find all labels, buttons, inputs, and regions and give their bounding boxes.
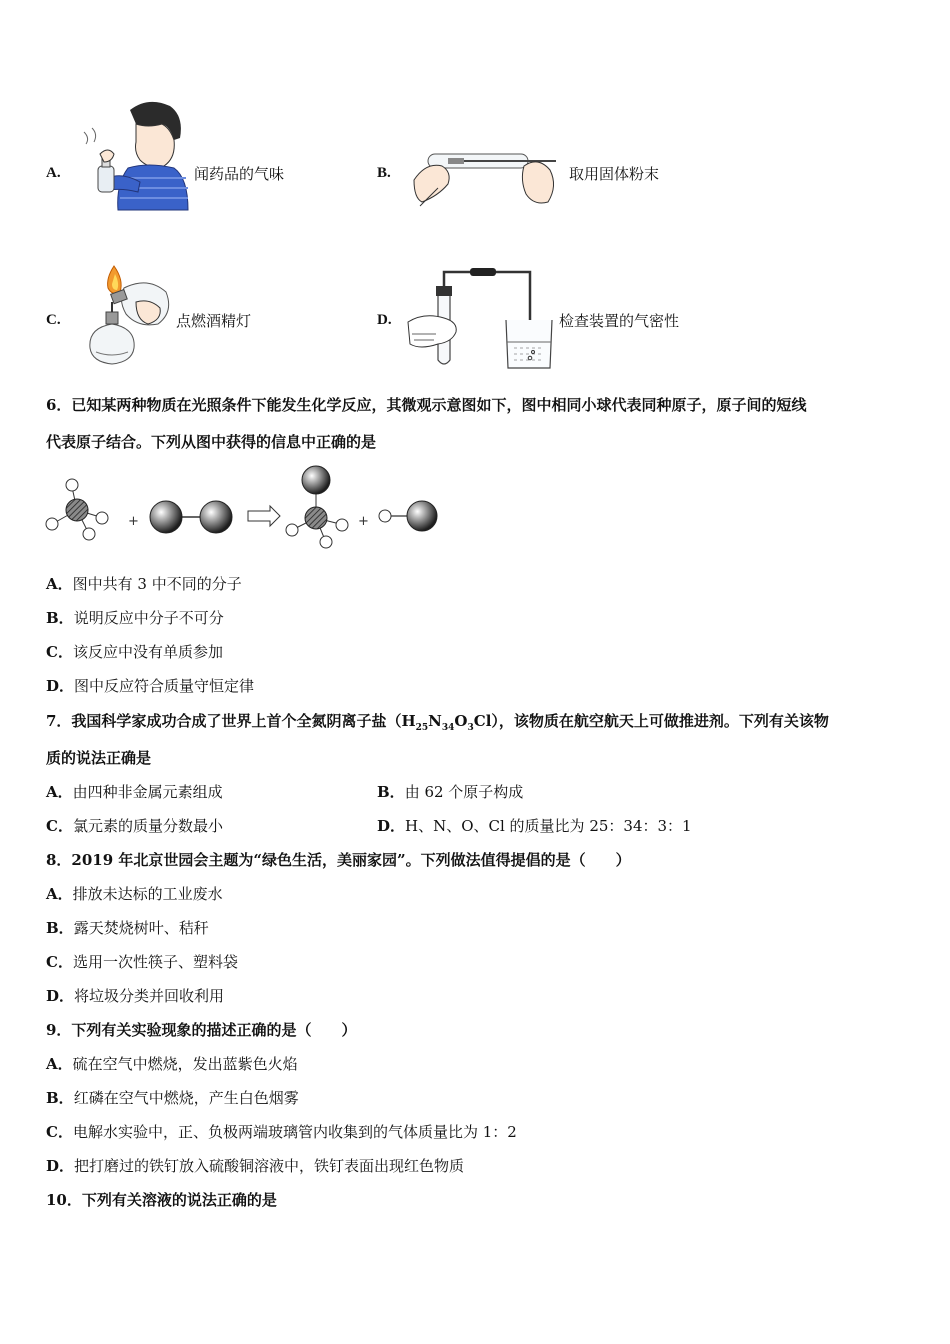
question-stem: 6．已知某两种物质在光照条件下能发生化学反应，其微观示意图如下，图中相同小球代表同种原子，原子间的短线 <box>46 396 807 414</box>
option-letter: C. <box>46 312 61 328</box>
option-text: 由 62 个原子构成 <box>404 783 524 801</box>
option-text: 说明反应中分子不可分 <box>73 609 224 627</box>
option-letter: D. <box>377 312 392 328</box>
option-b[interactable] <box>46 1088 299 1108</box>
option-letter: D． <box>46 677 75 695</box>
reaction-arrow <box>248 506 280 526</box>
option-letter: D． <box>46 1157 75 1175</box>
option-a[interactable] <box>46 574 242 594</box>
option-b[interactable] <box>46 918 209 938</box>
reactant-molecule-2 <box>150 501 232 533</box>
plus-sign: + <box>358 514 369 529</box>
option-d[interactable] <box>377 816 692 836</box>
option-text: 图中共有 3 中不同的分子 <box>72 575 242 593</box>
product-molecule-1 <box>286 466 348 548</box>
question-stem-line2: 代表原子结合。下列从图中获得的信息中正确的是 <box>46 433 377 451</box>
option-letter: A． <box>46 885 73 903</box>
plus-sign: + <box>128 514 139 529</box>
option-a[interactable] <box>46 782 223 802</box>
option-letter: C． <box>46 643 73 661</box>
stem-pre: 7．我国科学家成功合成了世界上首个全氮阴离子盐（ <box>46 712 402 730</box>
option-a[interactable] <box>46 884 223 904</box>
option-text: 氯元素的质量分数最小 <box>72 817 223 835</box>
option-caption: 取用固体粉末 <box>569 165 660 183</box>
option-text: 将垃圾分类并回收利用 <box>74 987 225 1005</box>
option-letter: C． <box>46 1123 73 1141</box>
powder-in-test-tube-illustration <box>408 136 563 212</box>
option-c[interactable] <box>46 1122 517 1142</box>
option-caption: 点燃酒精灯 <box>176 312 252 330</box>
option-letter: C． <box>46 953 73 971</box>
reactant-molecule-1 <box>46 479 108 540</box>
option-text: H、N、O、Cl 的质量比为 25：34：3：1 <box>405 817 692 835</box>
option-b[interactable] <box>46 608 224 628</box>
option-caption: 检查装置的气密性 <box>559 312 680 330</box>
option-letter: A． <box>46 783 73 801</box>
option-letter: C． <box>46 817 73 835</box>
option-text: 把打磨过的铁钉放入硫酸铜溶液中，铁钉表面出现红色物质 <box>74 1157 465 1175</box>
option-a[interactable] <box>46 1054 298 1074</box>
stem-post: ），该物质在航空航天上可做推进剂。下列有关该物 <box>491 712 829 730</box>
option-letter: B． <box>46 919 74 937</box>
question-stem-line2: 质的说法正确是 <box>46 749 152 767</box>
question-stem: 10．下列有关溶液的说法正确的是 <box>46 1191 277 1209</box>
option-letter: A． <box>46 575 73 593</box>
question-stem: 8．2019 年北京世园会主题为“绿色生活，美丽家园”。下列做法值得提倡的是（ ） <box>46 851 631 869</box>
option-c[interactable] <box>46 642 223 662</box>
option-letter: B． <box>46 609 74 627</box>
option-text: 排放未达标的工业废水 <box>72 885 223 903</box>
option-text: 该反应中没有单质参加 <box>72 643 223 661</box>
airtightness-check-illustration <box>404 264 554 372</box>
option-letter: A. <box>46 165 61 181</box>
question-stem <box>46 711 829 738</box>
smelling-chemical-illustration <box>78 98 193 213</box>
molecular-reaction-diagram <box>44 462 444 552</box>
option-text: 硫在空气中燃烧，发出蓝紫色火焰 <box>72 1055 298 1073</box>
option-text: 选用一次性筷子、塑料袋 <box>72 953 238 971</box>
option-d[interactable] <box>46 986 224 1006</box>
option-caption: 闻药品的气味 <box>194 165 285 183</box>
option-letter: B. <box>377 165 391 181</box>
option-d[interactable] <box>46 1156 464 1176</box>
option-b[interactable] <box>377 782 523 802</box>
option-text: 由四种非金属元素组成 <box>72 783 223 801</box>
option-text: 露天焚烧树叶、秸秆 <box>73 919 209 937</box>
question-stem: 9．下列有关实验现象的描述正确的是（ ） <box>46 1021 357 1039</box>
option-c[interactable] <box>46 816 223 836</box>
option-c[interactable] <box>46 952 238 972</box>
option-letter: D． <box>377 817 406 835</box>
chemical-formula: $H_{25}N_{34}O_3Cl$ <box>401 712 492 733</box>
option-text: 电解水实验中，正、负极两端玻璃管内收集到的气体质量比为 1：2 <box>72 1123 517 1141</box>
lighting-alcohol-lamp-illustration <box>78 262 173 370</box>
product-molecule-2 <box>379 501 437 531</box>
option-letter: D． <box>46 987 75 1005</box>
option-d[interactable] <box>46 676 254 696</box>
option-letter: B． <box>46 1089 74 1107</box>
option-letter: A． <box>46 1055 73 1073</box>
option-text: 红磷在空气中燃烧，产生白色烟雾 <box>73 1089 299 1107</box>
option-letter: B． <box>377 783 405 801</box>
option-text: 图中反应符合质量守恒定律 <box>74 677 255 695</box>
